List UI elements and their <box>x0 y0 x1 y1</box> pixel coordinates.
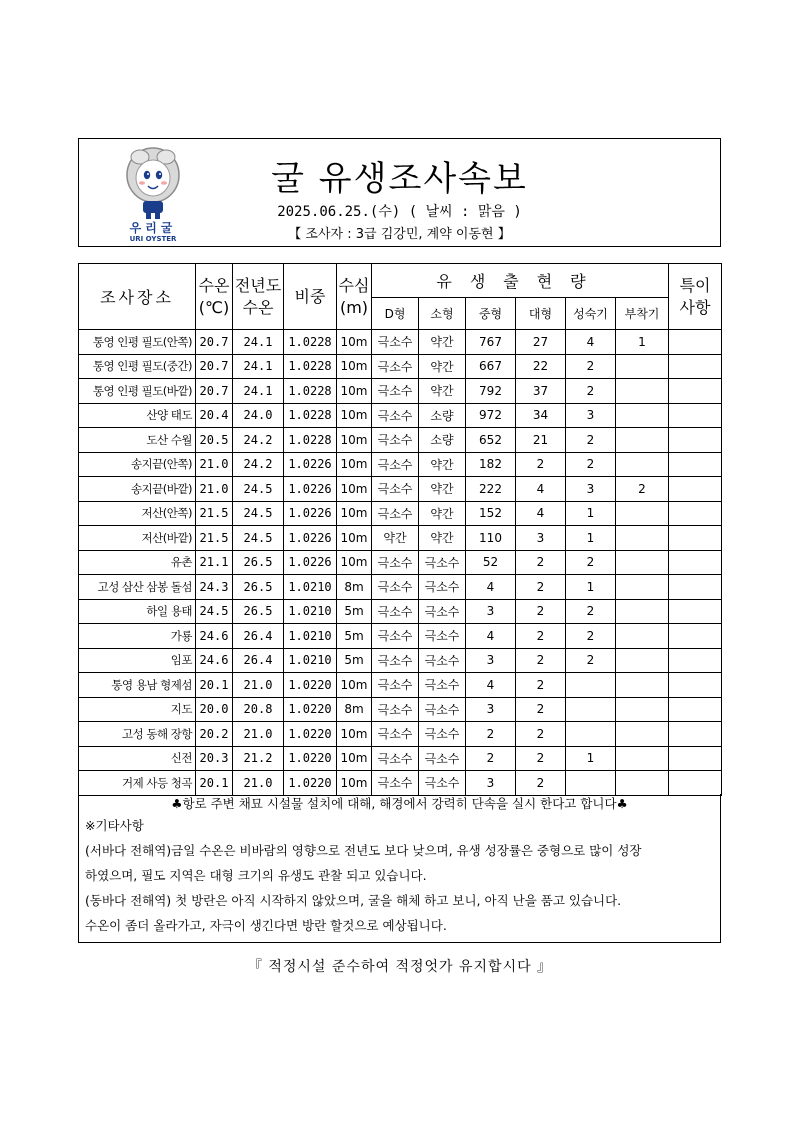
table-row <box>79 746 722 771</box>
cell-larvae-large: 27 <box>516 330 566 355</box>
cell-depth: 10m <box>337 526 372 551</box>
cell-prev-year-temp: 21.0 <box>233 771 284 796</box>
cell-prev-year-temp: 24.2 <box>233 428 284 453</box>
cell-location: 산양 태도 <box>79 403 196 428</box>
cell-larvae-small: 극소수 <box>419 771 466 796</box>
cell-prev-year-temp: 24.2 <box>233 452 284 477</box>
cell-larvae-d: 극소수 <box>372 697 419 722</box>
cell-larvae-attached: 2 <box>616 477 669 502</box>
cell-larvae-small: 극소수 <box>419 673 466 698</box>
logo-name-ko: 우리굴 <box>129 221 177 235</box>
cell-larvae-mature: 2 <box>566 599 616 624</box>
cell-specific-gravity: 1.0210 <box>284 624 337 649</box>
cell-prev-year-temp: 26.5 <box>233 575 284 600</box>
cell-location: 임포 <box>79 648 196 673</box>
cell-depth: 5m <box>337 624 372 649</box>
cell-larvae-d: 극소수 <box>372 746 419 771</box>
cell-larvae-d: 극소수 <box>372 501 419 526</box>
cell-specific-gravity: 1.0226 <box>284 526 337 551</box>
cell-specific-gravity: 1.0220 <box>284 746 337 771</box>
cell-larvae-large: 2 <box>516 624 566 649</box>
cell-larvae-mature <box>566 722 616 747</box>
cell-remarks <box>669 330 722 355</box>
cell-water-temp: 21.1 <box>196 550 233 575</box>
cell-remarks <box>669 403 722 428</box>
cell-water-temp: 20.3 <box>196 746 233 771</box>
table-row <box>79 771 722 796</box>
cell-specific-gravity: 1.0220 <box>284 697 337 722</box>
cell-prev-year-temp: 24.0 <box>233 403 284 428</box>
cell-depth: 10m <box>337 330 372 355</box>
cell-prev-year-temp: 24.5 <box>233 526 284 551</box>
cell-depth: 10m <box>337 722 372 747</box>
cell-larvae-mature <box>566 697 616 722</box>
cell-depth: 10m <box>337 379 372 404</box>
table-row <box>79 697 722 722</box>
table-row <box>79 428 722 453</box>
cell-specific-gravity: 1.0210 <box>284 648 337 673</box>
cell-specific-gravity: 1.0228 <box>284 330 337 355</box>
cell-prev-year-temp: 21.0 <box>233 673 284 698</box>
cell-larvae-medium: 652 <box>466 428 516 453</box>
table-row <box>79 526 722 551</box>
header-larvae-d: D형 <box>372 298 419 330</box>
cell-specific-gravity: 1.0210 <box>284 599 337 624</box>
cell-larvae-attached <box>616 624 669 649</box>
cell-water-temp: 21.0 <box>196 477 233 502</box>
cell-larvae-small: 극소수 <box>419 697 466 722</box>
cell-larvae-large: 34 <box>516 403 566 428</box>
table-row <box>79 452 722 477</box>
cell-location: 저산(안쪽) <box>79 501 196 526</box>
cell-depth: 10m <box>337 501 372 526</box>
footer-slogan: 『 적정시설 준수하여 적정엇가 유지합시다 』 <box>247 959 553 975</box>
cell-specific-gravity: 1.0226 <box>284 550 337 575</box>
cell-larvae-attached <box>616 673 669 698</box>
cell-larvae-medium: 4 <box>466 575 516 600</box>
cell-larvae-large: 37 <box>516 379 566 404</box>
header-prev-year-temp <box>233 264 284 330</box>
cell-larvae-attached <box>616 697 669 722</box>
cell-depth: 10m <box>337 746 372 771</box>
cell-larvae-mature: 2 <box>566 550 616 575</box>
report-header <box>78 138 721 247</box>
cell-specific-gravity: 1.0228 <box>284 354 337 379</box>
cell-larvae-medium: 3 <box>466 697 516 722</box>
table-row <box>79 354 722 379</box>
header-remarks-line2: 사항 <box>679 297 711 317</box>
cell-larvae-mature <box>566 673 616 698</box>
cell-larvae-attached <box>616 722 669 747</box>
cell-water-temp: 21.0 <box>196 452 233 477</box>
cell-larvae-attached <box>616 599 669 624</box>
table-body <box>79 330 722 796</box>
table-row <box>79 624 722 649</box>
cell-location: 통영 인평 필도(안쪽) <box>79 330 196 355</box>
cell-water-temp: 20.5 <box>196 428 233 453</box>
cell-prev-year-temp: 26.4 <box>233 648 284 673</box>
cell-larvae-d: 극소수 <box>372 403 419 428</box>
cell-larvae-d: 극소수 <box>372 354 419 379</box>
logo-name-en: URI OYSTER <box>129 235 177 243</box>
table-row <box>79 403 722 428</box>
cell-larvae-large: 2 <box>516 771 566 796</box>
cell-remarks <box>669 746 722 771</box>
cell-larvae-d: 극소수 <box>372 624 419 649</box>
cell-larvae-attached <box>616 501 669 526</box>
cell-location: 하일 용태 <box>79 599 196 624</box>
cell-larvae-small: 극소수 <box>419 550 466 575</box>
table-row <box>79 550 722 575</box>
cell-water-temp: 21.5 <box>196 501 233 526</box>
cell-larvae-large: 2 <box>516 452 566 477</box>
notes-box <box>78 794 721 943</box>
cell-specific-gravity: 1.0228 <box>284 428 337 453</box>
cell-larvae-d: 극소수 <box>372 599 419 624</box>
cell-prev-year-temp: 21.2 <box>233 746 284 771</box>
cell-larvae-d: 극소수 <box>372 771 419 796</box>
date-weather-line: 2025.06.25.(수) ( 날씨 : 맑음 ) <box>277 204 522 220</box>
cell-larvae-attached <box>616 550 669 575</box>
cell-larvae-large: 2 <box>516 648 566 673</box>
cell-water-temp: 20.7 <box>196 354 233 379</box>
header-depth-unit: (m) <box>339 297 369 317</box>
note-line-3: (동바다 전해역) 첫 방란은 아직 시작하지 않았으며, 굴을 해체 하고 보니, 아직 난을 품고 있습니다. <box>85 893 622 908</box>
cell-larvae-small: 극소수 <box>419 746 466 771</box>
cell-prev-year-temp: 20.8 <box>233 697 284 722</box>
cell-location: 고성 동해 장항 <box>79 722 196 747</box>
cell-depth: 10m <box>337 354 372 379</box>
header-larvae-mature: 성숙기 <box>566 298 616 330</box>
cell-specific-gravity: 1.0220 <box>284 673 337 698</box>
cell-larvae-mature: 2 <box>566 452 616 477</box>
cell-larvae-small: 극소수 <box>419 624 466 649</box>
header-prev-year-temp-line2: 수온 <box>242 297 274 317</box>
notes-heading: ※기타사항 <box>85 818 144 833</box>
cell-remarks <box>669 526 722 551</box>
cell-larvae-mature: 2 <box>566 624 616 649</box>
cell-prev-year-temp: 26.4 <box>233 624 284 649</box>
cell-location: 송지끝(바깥) <box>79 477 196 502</box>
table-row <box>79 575 722 600</box>
regulation-notice: ♣항로 주변 채묘 시설물 설치에 대해, 해경에서 강력히 단속을 실시 한다고 합니다♣ <box>171 796 628 811</box>
table-row <box>79 722 722 747</box>
cell-larvae-d: 극소수 <box>372 330 419 355</box>
cell-larvae-medium: 972 <box>466 403 516 428</box>
cell-location: 신전 <box>79 746 196 771</box>
cell-depth: 8m <box>337 575 372 600</box>
cell-specific-gravity: 1.0228 <box>284 379 337 404</box>
cell-larvae-mature: 3 <box>566 403 616 428</box>
header-larvae-small: 소형 <box>419 298 466 330</box>
cell-depth: 5m <box>337 648 372 673</box>
cell-larvae-medium: 152 <box>466 501 516 526</box>
cell-larvae-small: 약간 <box>419 330 466 355</box>
cell-depth: 10m <box>337 771 372 796</box>
cell-larvae-d: 극소수 <box>372 575 419 600</box>
cell-larvae-medium: 3 <box>466 771 516 796</box>
header-location: 조사장소 <box>79 264 196 330</box>
cell-prev-year-temp: 24.1 <box>233 354 284 379</box>
cell-larvae-attached <box>616 575 669 600</box>
cell-larvae-small: 극소수 <box>419 722 466 747</box>
cell-larvae-d: 극소수 <box>372 673 419 698</box>
cell-larvae-large: 2 <box>516 673 566 698</box>
table-row <box>79 477 722 502</box>
header-remarks-line1: 특이 <box>679 275 711 295</box>
cell-larvae-mature: 1 <box>566 501 616 526</box>
header-depth <box>337 264 372 330</box>
cell-prev-year-temp: 26.5 <box>233 550 284 575</box>
cell-larvae-medium: 792 <box>466 379 516 404</box>
cell-larvae-d: 극소수 <box>372 428 419 453</box>
cell-larvae-large: 2 <box>516 575 566 600</box>
cell-remarks <box>669 379 722 404</box>
cell-prev-year-temp: 26.5 <box>233 599 284 624</box>
cell-location: 지도 <box>79 697 196 722</box>
cell-larvae-medium: 4 <box>466 624 516 649</box>
cell-water-temp: 20.1 <box>196 771 233 796</box>
cell-specific-gravity: 1.0228 <box>284 403 337 428</box>
cell-larvae-large: 2 <box>516 722 566 747</box>
cell-larvae-medium: 3 <box>466 599 516 624</box>
cell-larvae-attached <box>616 746 669 771</box>
cell-larvae-attached <box>616 354 669 379</box>
note-line-2: 하였으며, 필도 지역은 대형 크기의 유생도 관찰 되고 있습니다. <box>85 868 427 883</box>
cell-larvae-d: 극소수 <box>372 722 419 747</box>
cell-specific-gravity: 1.0226 <box>284 477 337 502</box>
cell-remarks <box>669 624 722 649</box>
cell-specific-gravity: 1.0226 <box>284 452 337 477</box>
cell-location: 유촌 <box>79 550 196 575</box>
cell-water-temp: 20.2 <box>196 722 233 747</box>
cell-depth: 10m <box>337 403 372 428</box>
cell-larvae-large: 2 <box>516 697 566 722</box>
cell-prev-year-temp: 24.5 <box>233 501 284 526</box>
cell-larvae-medium: 667 <box>466 354 516 379</box>
cell-larvae-attached: 1 <box>616 330 669 355</box>
cell-remarks <box>669 550 722 575</box>
cell-remarks <box>669 428 722 453</box>
cell-larvae-small: 약간 <box>419 477 466 502</box>
cell-larvae-mature: 2 <box>566 648 616 673</box>
cell-larvae-small: 극소수 <box>419 648 466 673</box>
cell-larvae-attached <box>616 403 669 428</box>
cell-larvae-medium: 110 <box>466 526 516 551</box>
table-row <box>79 379 722 404</box>
cell-location: 통영 용남 형제섬 <box>79 673 196 698</box>
cell-larvae-attached <box>616 771 669 796</box>
cell-water-temp: 20.7 <box>196 379 233 404</box>
cell-prev-year-temp: 21.0 <box>233 722 284 747</box>
cell-location: 송지끝(안쪽) <box>79 452 196 477</box>
cell-larvae-d: 극소수 <box>372 477 419 502</box>
cell-larvae-large: 22 <box>516 354 566 379</box>
cell-location: 통영 인평 필도(바깥) <box>79 379 196 404</box>
cell-larvae-attached <box>616 648 669 673</box>
cell-water-temp: 21.5 <box>196 526 233 551</box>
cell-larvae-medium: 222 <box>466 477 516 502</box>
header-larvae-medium: 중형 <box>466 298 516 330</box>
cell-larvae-attached <box>616 452 669 477</box>
cell-water-temp: 24.6 <box>196 624 233 649</box>
header-larvae-large: 대형 <box>516 298 566 330</box>
header-larvae-group: 유생출현량 <box>372 264 669 298</box>
cell-remarks <box>669 599 722 624</box>
table-row <box>79 330 722 355</box>
cell-larvae-mature: 2 <box>566 354 616 379</box>
cell-larvae-small: 소량 <box>419 403 466 428</box>
cell-larvae-small: 약간 <box>419 452 466 477</box>
cell-remarks <box>669 477 722 502</box>
cell-larvae-large: 4 <box>516 501 566 526</box>
cell-remarks <box>669 501 722 526</box>
cell-water-temp: 24.5 <box>196 599 233 624</box>
cell-larvae-mature <box>566 771 616 796</box>
cell-larvae-medium: 182 <box>466 452 516 477</box>
cell-larvae-small: 약간 <box>419 526 466 551</box>
cell-location: 고성 삼산 삼봉 돌섬 <box>79 575 196 600</box>
cell-depth: 10m <box>337 550 372 575</box>
cell-larvae-d: 극소수 <box>372 550 419 575</box>
cell-larvae-large: 2 <box>516 550 566 575</box>
cell-larvae-large: 4 <box>516 477 566 502</box>
cell-remarks <box>669 354 722 379</box>
cell-depth: 5m <box>337 599 372 624</box>
cell-larvae-mature: 1 <box>566 746 616 771</box>
cell-larvae-mature: 2 <box>566 428 616 453</box>
cell-remarks <box>669 575 722 600</box>
cell-prev-year-temp: 24.5 <box>233 477 284 502</box>
cell-remarks <box>669 452 722 477</box>
larvae-survey-table <box>78 263 722 796</box>
table-row <box>79 673 722 698</box>
cell-specific-gravity: 1.0226 <box>284 501 337 526</box>
page-title: 굴 유생조사속보 <box>271 159 528 199</box>
cell-remarks <box>669 673 722 698</box>
header-remarks <box>669 264 722 330</box>
cell-remarks <box>669 697 722 722</box>
cell-larvae-small: 약간 <box>419 501 466 526</box>
cell-larvae-large: 21 <box>516 428 566 453</box>
cell-depth: 10m <box>337 452 372 477</box>
cell-larvae-mature: 3 <box>566 477 616 502</box>
cell-location: 도산 수월 <box>79 428 196 453</box>
cell-larvae-large: 2 <box>516 599 566 624</box>
cell-water-temp: 24.3 <box>196 575 233 600</box>
cell-remarks <box>669 648 722 673</box>
cell-larvae-mature: 4 <box>566 330 616 355</box>
table-row <box>79 648 722 673</box>
cell-location: 통영 인평 필도(중간) <box>79 354 196 379</box>
cell-depth: 8m <box>337 697 372 722</box>
cell-larvae-medium: 52 <box>466 550 516 575</box>
cell-water-temp: 24.6 <box>196 648 233 673</box>
cell-water-temp: 20.4 <box>196 403 233 428</box>
cell-specific-gravity: 1.0220 <box>284 771 337 796</box>
cell-larvae-medium: 767 <box>466 330 516 355</box>
header-prev-year-temp-line1: 전년도 <box>234 275 282 295</box>
cell-larvae-small: 약간 <box>419 379 466 404</box>
cell-larvae-medium: 2 <box>466 722 516 747</box>
note-line-4: 수온이 좀더 올라가고, 자극이 생긴다면 방란 할것으로 예상됩니다. <box>85 918 447 933</box>
cell-specific-gravity: 1.0220 <box>284 722 337 747</box>
cell-prev-year-temp: 24.1 <box>233 379 284 404</box>
cell-larvae-attached <box>616 526 669 551</box>
header-water-temp <box>196 264 233 330</box>
cell-larvae-medium: 2 <box>466 746 516 771</box>
cell-remarks <box>669 771 722 796</box>
cell-location: 거제 사등 청곡 <box>79 771 196 796</box>
header-depth-label: 수심 <box>338 275 370 295</box>
cell-depth: 10m <box>337 673 372 698</box>
cell-larvae-d: 극소수 <box>372 648 419 673</box>
cell-water-temp: 20.7 <box>196 330 233 355</box>
cell-larvae-mature: 2 <box>566 379 616 404</box>
cell-location: 저산(바깥) <box>79 526 196 551</box>
cell-larvae-large: 2 <box>516 746 566 771</box>
cell-larvae-d: 약간 <box>372 526 419 551</box>
cell-prev-year-temp: 24.1 <box>233 330 284 355</box>
header-water-temp-unit: (℃) <box>198 297 230 317</box>
cell-larvae-small: 극소수 <box>419 575 466 600</box>
cell-specific-gravity: 1.0210 <box>284 575 337 600</box>
note-line-1: (서바다 전해역)금일 수온은 비바람의 영향으로 전년도 보다 낮으며, 유생 성장률은 중형으로 많이 성장 <box>85 843 642 858</box>
cell-larvae-medium: 3 <box>466 648 516 673</box>
cell-larvae-mature: 1 <box>566 575 616 600</box>
header-larvae-attached: 부착기 <box>616 298 669 330</box>
header-water-temp-label: 수온 <box>198 275 230 295</box>
cell-larvae-attached <box>616 428 669 453</box>
cell-larvae-attached <box>616 379 669 404</box>
cell-larvae-d: 극소수 <box>372 452 419 477</box>
cell-depth: 10m <box>337 428 372 453</box>
header-specific-gravity: 비중 <box>284 264 337 330</box>
table-row <box>79 599 722 624</box>
cell-larvae-d: 극소수 <box>372 379 419 404</box>
cell-larvae-small: 소량 <box>419 428 466 453</box>
cell-water-temp: 20.0 <box>196 697 233 722</box>
cell-larvae-small: 극소수 <box>419 599 466 624</box>
table-row <box>79 501 722 526</box>
cell-depth: 10m <box>337 477 372 502</box>
cell-remarks <box>669 722 722 747</box>
cell-water-temp: 20.1 <box>196 673 233 698</box>
cell-larvae-small: 약간 <box>419 354 466 379</box>
surveyor-line: 【 조사자 : 3급 김강민, 계약 이동현 】 <box>288 227 511 242</box>
cell-larvae-large: 3 <box>516 526 566 551</box>
cell-larvae-medium: 4 <box>466 673 516 698</box>
cell-larvae-mature: 1 <box>566 526 616 551</box>
cell-location: 가룡 <box>79 624 196 649</box>
